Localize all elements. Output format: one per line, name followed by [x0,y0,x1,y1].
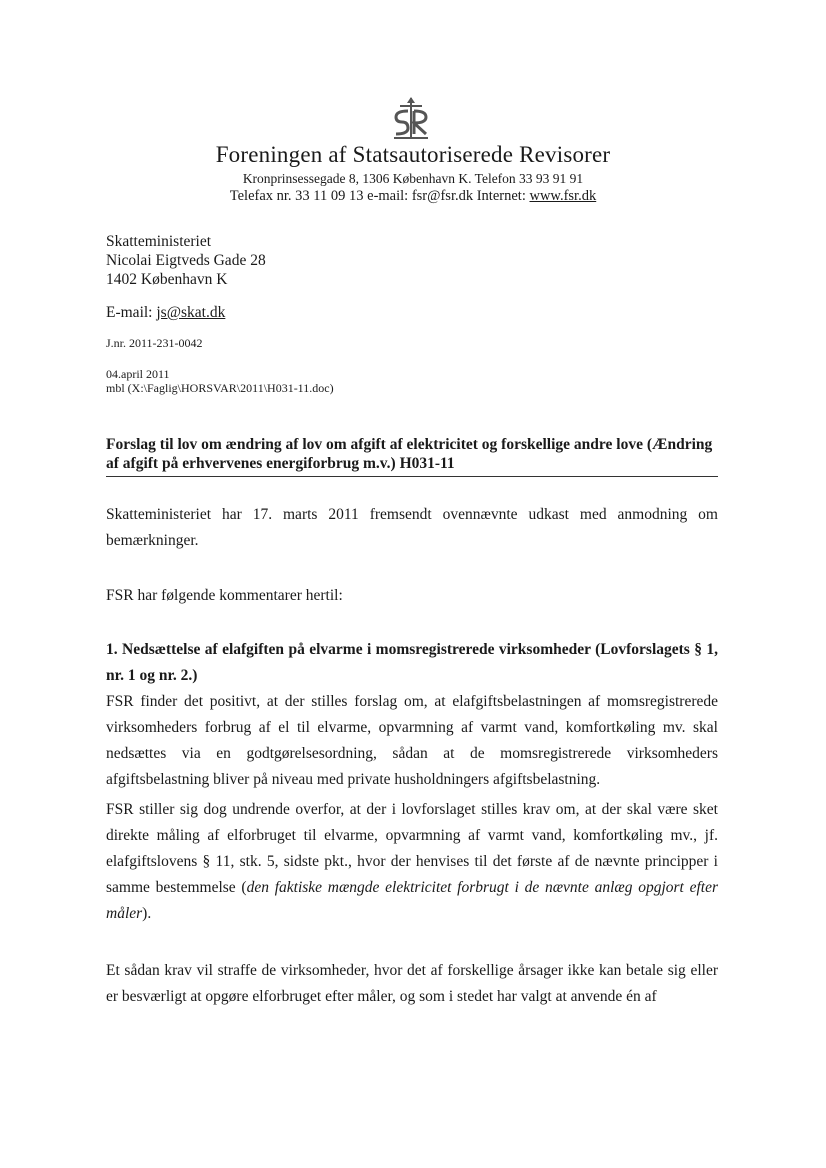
recipient-street: Nicolai Eigtveds Gade 28 [106,252,266,269]
paragraph-comments: FSR har følgende kommentarer hertil: [106,587,343,604]
paragraph-concern [106,797,718,927]
contact-prefix: Telefax nr. 33 11 09 13 e-mail: fsr@fsr.dk Internet: [229,188,530,204]
paragraph-positive: FSR finder det positivt, at der stilles forslag om, at elafgiftsbelastningen af momsregistrerede virksomheders forbrug af el til elvarme, opvarmning af varmt vand, komfortkøling mv. skal nedsættes via en godtgørelsesordning, sådan at de momsregistrerede virksomheders afgiftsbelastning bliver på niveau med private husholdningers afgiftsbelastning. [106,693,718,788]
paragraph-concern-text: FSR stiller sig dog undrende overfor, at der i lovforslaget stilles krav om, at der skal være sket direkte måling af elforbruget til elvarme, opvarmning af varmt vand, komfortkøling mv., jf. elafgiftslovens § 11, stk. 5, sidste pkt., hvor der henvises til det første af de nævnte principper i samme bestemmelse ( [106,801,718,896]
recipient-name: Skatteministeriet [106,233,212,250]
journal-number: J.nr. 2011-231-0042 [106,336,203,350]
paragraph-requirement: Et sådan krav vil straffe de virksomheder, hvor det af forskellige årsager ikke kan betale sig eller er besværligt at opgøre elforbruget efter måler, og som i stedet har valgt at anvende én af [106,962,718,1005]
address-line: Kronprinsessegade 8, 1306 København K. Telefon 33 93 91 91 [242,171,584,186]
recipient-city: 1402 København K [106,271,228,288]
letter-date: 04.april 2011 [106,367,170,381]
email-line [106,304,225,322]
contact-line [0,188,826,205]
section-heading: 1. Nedsættelse af elafgiften på elvarme i momsregistrerede virksomheder (Lovforslagets § 1, nr. 1 og nr. 2.) [106,641,718,684]
date-block [106,367,334,395]
email-link[interactable]: js@skat.dk [156,304,226,321]
recipient-block [106,232,266,289]
file-reference: mbl (X:\Faglig\HORSVAR\2011\H031-11.doc) [106,381,334,395]
website-link[interactable]: www.fsr.dk [529,188,597,204]
paragraph-concern-quote: den faktiske mængde elektricitet forbrugt i de nævnte anlæg opgjort efter måler [106,879,718,922]
subject-title: Forslag til lov om ændring af lov om afgift af elektricitet og forskellige andre love (Ændring af afgift på erhvervenes energiforbrug m.v.) H031-11 [106,436,713,472]
subject-underline [106,476,718,477]
email-label: E-mail: [106,304,157,321]
org-name: Foreningen af Statsautoriserede Revisorer [215,142,611,167]
paragraph-concern-end: ). [142,905,152,922]
paragraph-intro: Skatteministeriet har 17. marts 2011 fremsendt ovennævnte udkast med anmodning om bemærkninger. [106,506,718,549]
fsr-logo [388,97,434,141]
